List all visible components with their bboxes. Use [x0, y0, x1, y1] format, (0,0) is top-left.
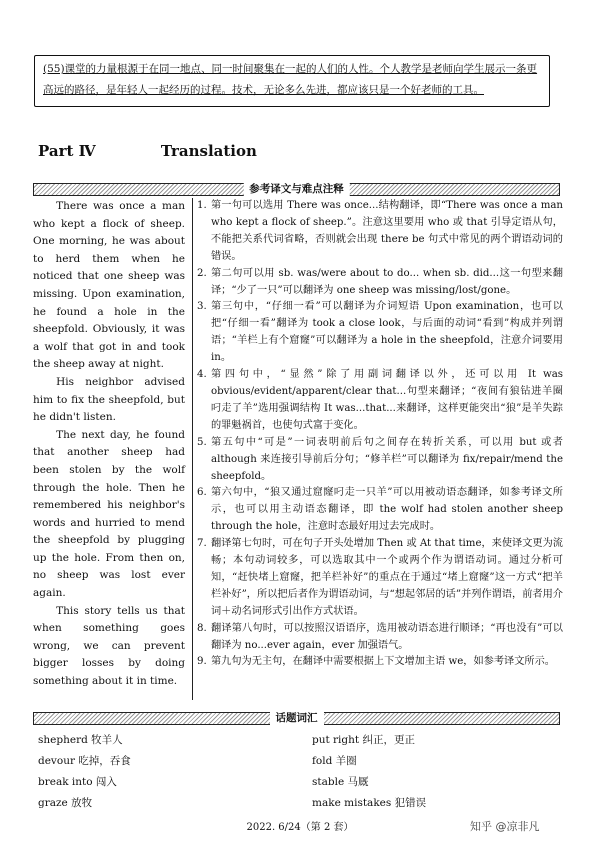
note-number: 4. [197, 369, 207, 381]
note-55-box [34, 55, 550, 107]
note-item [197, 485, 563, 536]
note-text: 第五句中“可是”一词表明前后句之间存在转折关系，可以用 but 或者 although 来连接引导前后分句；“修羊栏”可以翻译为 fix/repair/mend the sheepfold。 [211, 436, 563, 482]
note-number: 6. [197, 487, 207, 499]
passage-paragraph: The next day, he found that another sheep had been stolen by the wolf through the hole. Then he remembered his neighbor's words and hurried to mend the sheepfold by plugging up the hole. From then on, no sheep was lost ever again. [33, 428, 185, 600]
part-heading [38, 142, 257, 160]
note-item [197, 435, 563, 486]
note-item [197, 198, 563, 266]
note-text: 第九句为无主句，在翻译中需要根据上下文增加主语 we，如参考译文所示。 [211, 656, 555, 668]
passage-paragraph: There was once a man who kept a flock of sheep. One morning, he was about to herd them when he noticed that one sheep was missing. Upon examination, he found a hole in the sheepfold. Obviously, it was a wolf that got in and took the sheep away at night. [33, 200, 185, 371]
note-item [197, 367, 563, 435]
reference-translation [33, 198, 185, 691]
vocab-item: devour 吃掉，吞食 [38, 755, 131, 767]
translation-notes [197, 198, 563, 671]
note-number: 8. [197, 622, 207, 634]
translation-columns [33, 198, 563, 702]
note-number: 1. [197, 200, 207, 211]
reference-section-band [33, 183, 560, 196]
note-text: 第二句可以用 sb. was/were about to do... when sb. did...这一句型来翻译；“少了一只”可以翻译为 one sheep was missing/lost/gone。 [211, 267, 563, 296]
note-number: 2. [197, 267, 207, 279]
part-title: Translation [160, 142, 257, 160]
note-text: 第三句中，“仔细一看”可以翻译为介词短语 Upon examination，也可以把“仔细一看”翻译为 took a close look，与后面的动词“看到”构成并列谓语；“羊栏上有个窟窿”可以翻译为 a hole in the sheepfold，注意介词要用 in。 [211, 301, 563, 364]
passage-paragraph: His neighbor advised him to fix the sheepfold, but he didn't listen. [33, 375, 185, 424]
vocab-item: break into 闯入 [38, 776, 117, 788]
note-number: 7. [197, 538, 207, 550]
part-label: Part Ⅳ [38, 142, 96, 160]
note-text: 第四句中，“显然”除了用副词翻译以外，还可以用 It was obvious/evident/apparent/clear that...句型来翻译；“夜间有狼钻进羊圈叼走了羊”选用强调结构 It was...that...来翻译，这样更能突出“狼”是羊失踪的罪魁祸首，也使句式富于变化。 [211, 369, 563, 431]
column-divider [192, 198, 193, 700]
note-number: 9. [197, 656, 207, 668]
vocab-item: graze 放牧 [38, 797, 93, 809]
vocab-item: stable 马厩 [312, 776, 369, 788]
vocab-section-band [33, 712, 560, 725]
vocab-item: put right 纠正，更正 [312, 734, 415, 746]
note-number: 5. [197, 436, 207, 448]
vocab-list-right [312, 730, 426, 814]
vocab-item: fold 羊圈 [312, 755, 357, 767]
note-item [197, 266, 563, 300]
note-text: 翻译第七句时，可在句子开头处增加 Then 或 At that time，来使译文更为流畅；本句动词较多，可以选取其中一个或两个作为谓语动词。通过分析可知，“赶快堵上窟窿，把羊栏补好”的重点在于通过“堵上窟窿”这一方式“把羊栏补好”，所以把后者作为谓语动词，与“想起邻居的话”并列作谓语，前者用介词＋动名词形式引出作方式状语。 [211, 538, 563, 617]
note-item [197, 621, 563, 655]
vocab-item: shepherd 牧羊人 [38, 734, 123, 746]
watermark: 知乎 @凉非凡 [470, 820, 540, 833]
note-text: 第一句可以选用 There was once...结构翻译，即“There was once a man who kept a flock of sheep.”。注意这里要用 who 或 that 引导定语从句，不能把关系代词省略，否则就会出现 there be 句式中常见的两个谓语动词的错误。 [211, 200, 563, 262]
note-item [197, 654, 563, 671]
note-text: 翻译第八句时，可以按照汉语语序，选用被动语态进行顺译；“再也没有”可以翻译为 no...ever again，ever 加强语气。 [211, 622, 563, 651]
vocab-item: make mistakes 犯错误 [312, 797, 427, 809]
vocab-list-left [38, 730, 131, 814]
note-text: 第六句中，“狼又通过窟窿叼走一只羊”可以用被动语态翻译，如参考译文所示，也可以用主动语态翻译，即 the wolf had stolen another sheep through the hole，注意时态最好用过去完成时。 [211, 487, 563, 533]
note-number: 3. [197, 301, 207, 313]
note-item [197, 536, 563, 621]
page-footer: 2022. 6/24（第 2 套） [246, 822, 354, 833]
passage-paragraph: This story tells us that when something goes wrong, we can prevent bigger losses by doing something about it in time. [33, 604, 185, 688]
reference-section-title: 参考译文与难点注释 [243, 182, 350, 196]
note-55-text: (55)课堂的力量根源于在同一地点、同一时间聚集在一起的人们的人性。个人教学是老师向学生展示一条更高远的路径，是年轻人一起经历的过程。技术，无论多么先进，都应该只是一个好老师的工具。 [43, 63, 538, 96]
note-item [197, 299, 563, 367]
vocab-section-title: 话题词汇 [270, 711, 324, 725]
